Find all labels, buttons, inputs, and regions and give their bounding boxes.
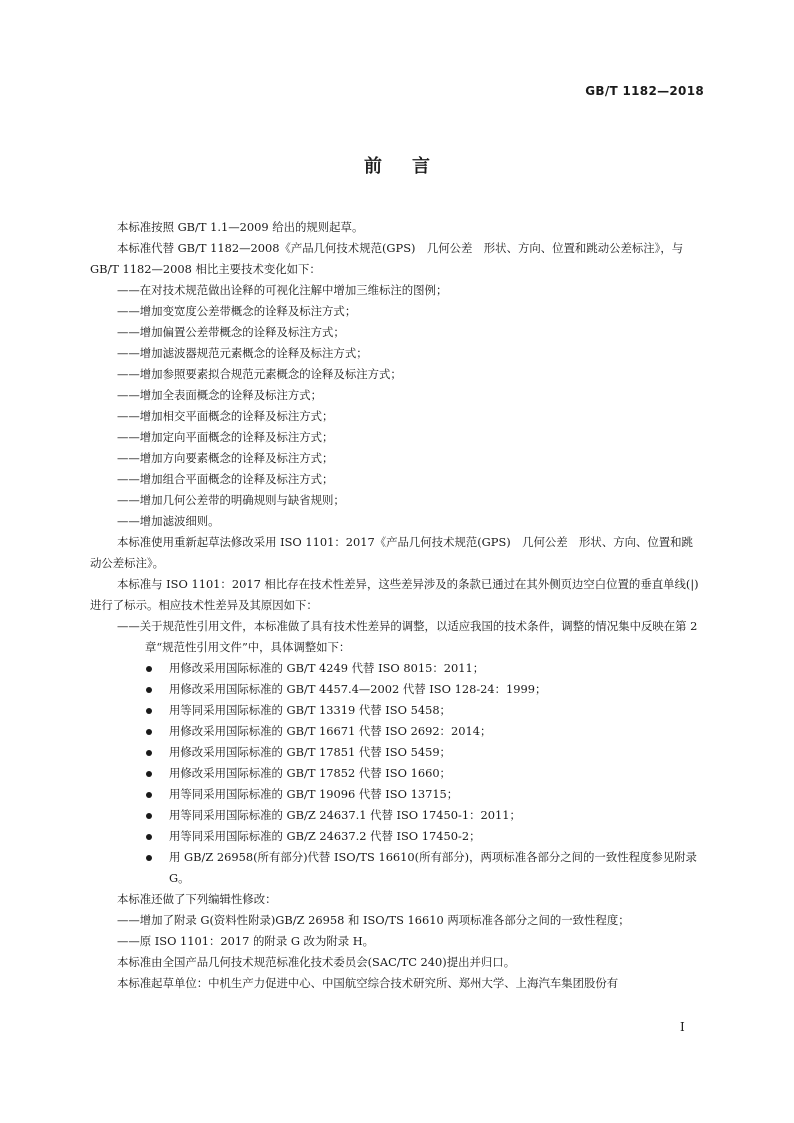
list-item: ——原 ISO 1101：2017 的附录 G 改为附录 H。	[117, 934, 375, 948]
list-item: ——增加定向平面概念的诠释及标注方式；	[117, 430, 334, 444]
list-item	[90, 784, 704, 805]
adjustments-list	[90, 658, 704, 889]
list-item	[90, 658, 704, 679]
list-item: ——增加几何公差带的明确规则与缺省规则；	[117, 493, 345, 507]
bullet-icon	[146, 771, 152, 777]
paragraph-replaces: 本标准代替 GB/T 1182—2008《产品几何技术规范(GPS) 几何公差 形状、方向、位置和跳动公差标注》，与 GB/T 1182—2008 相比主要技术变化如下：	[90, 241, 684, 276]
list-item: ——增加变宽度公差带概念的诠释及标注方式；	[117, 304, 357, 318]
normative-references-item: ——关于规范性引用文件，本标准做了具有技术性差异的调整，以适应我国的技术条件，调整的情况集中反映在第 2 章“规范性引用文件”中，具体调整如下：	[117, 619, 698, 654]
list-item	[90, 679, 704, 700]
list-item-text: 用等同采用国际标准的 GB/T 13319 代替 ISO 5458；	[169, 703, 451, 717]
bullet-icon	[146, 834, 152, 840]
bullet-icon	[146, 855, 152, 861]
list-item	[90, 742, 704, 763]
list-item: ——增加组合平面概念的诠释及标注方式；	[117, 472, 334, 486]
list-item-text: 用修改采用国际标准的 GB/T 17851 代替 ISO 5459；	[169, 745, 451, 759]
list-item: ——增加参照要素拟合规范元素概念的诠释及标注方式；	[117, 367, 402, 381]
bullet-icon	[146, 729, 152, 735]
list-item-text: 用修改采用国际标准的 GB/T 16671 代替 ISO 2692：2014；	[169, 724, 492, 738]
list-item	[90, 763, 704, 784]
bullet-icon	[146, 750, 152, 756]
paragraph-technical-differences: 本标准与 ISO 1101：2017 相比存在技术性差异，这些差异涉及的条款已通过在其外侧页边空白位置的垂直单线(|)进行了标示。相应技术性差异及其原因如下：	[90, 577, 699, 612]
list-item	[90, 700, 704, 721]
list-item: ——增加滤波器规范元素概念的诠释及标注方式；	[117, 346, 368, 360]
bullet-icon	[146, 813, 152, 819]
bullet-icon	[146, 666, 152, 672]
list-item: ——增加滤波细则。	[117, 514, 220, 528]
document-body	[90, 217, 704, 994]
paragraph-proposer: 本标准由全国产品几何技术规范标准化技术委员会(SAC/TC 240)提出并归口。	[117, 955, 516, 969]
changes-list	[90, 280, 704, 532]
bullet-icon	[146, 792, 152, 798]
list-item	[90, 721, 704, 742]
editorial-list	[90, 910, 704, 952]
bullet-icon	[146, 687, 152, 693]
paragraph-drafting-units: 本标准起草单位：中机生产力促进中心、中国航空综合技术研究所、郑州大学、上海汽车集团股份有	[117, 976, 619, 990]
list-item	[90, 826, 704, 847]
bullet-icon	[146, 708, 152, 714]
page-number: I	[680, 1020, 685, 1034]
list-item-text: 用等同采用国际标准的 GB/Z 24637.2 代替 ISO 17450-2；	[169, 829, 481, 843]
standard-number: GB/T 1182—2018	[585, 84, 704, 98]
list-item: ——增加相交平面概念的诠释及标注方式；	[117, 409, 334, 423]
list-item	[90, 847, 704, 889]
list-item-text: 用等同采用国际标准的 GB/T 19096 代替 ISO 13715；	[169, 787, 459, 801]
paragraph-drafting-rules: 本标准按照 GB/T 1.1—2009 给出的规则起草。	[117, 220, 364, 234]
list-item	[90, 805, 704, 826]
list-item-text: 用等同采用国际标准的 GB/Z 24637.1 代替 ISO 17450-1：2011；	[169, 808, 521, 822]
paragraph-editorial: 本标准还做了下列编辑性修改：	[117, 892, 277, 906]
list-item-text: 用修改采用国际标准的 GB/T 17852 代替 ISO 1660；	[169, 766, 451, 780]
paragraph-adoption: 本标准使用重新起草法修改采用 ISO 1101：2017《产品几何技术规范(GPS) 几何公差 形状、方向、位置和跳动公差标注》。	[90, 535, 693, 570]
list-item-text: 用 GB/Z 26958(所有部分)代替 ISO/TS 16610(所有部分)，两项标准各部分之间的一致性程度参见附录 G。	[169, 850, 697, 885]
list-item: ——增加全表面概念的诠释及标注方式；	[117, 388, 323, 402]
list-item: ——增加偏置公差带概念的诠释及标注方式；	[117, 325, 345, 339]
list-item-text: 用修改采用国际标准的 GB/T 4457.4—2002 代替 ISO 128-24：1999；	[169, 682, 547, 696]
list-item: ——增加了附录 G(资料性附录)GB/Z 26958 和 ISO/TS 16610 两项标准各部分之间的一致性程度；	[117, 913, 630, 927]
list-item: ——在对技术规范做出诠释的可视化注解中增加三维标注的图例；	[117, 283, 448, 297]
list-item: ——增加方向要素概念的诠释及标注方式；	[117, 451, 334, 465]
page-title: 前言	[364, 156, 460, 177]
list-item-text: 用修改采用国际标准的 GB/T 4249 代替 ISO 8015：2011；	[169, 661, 485, 675]
